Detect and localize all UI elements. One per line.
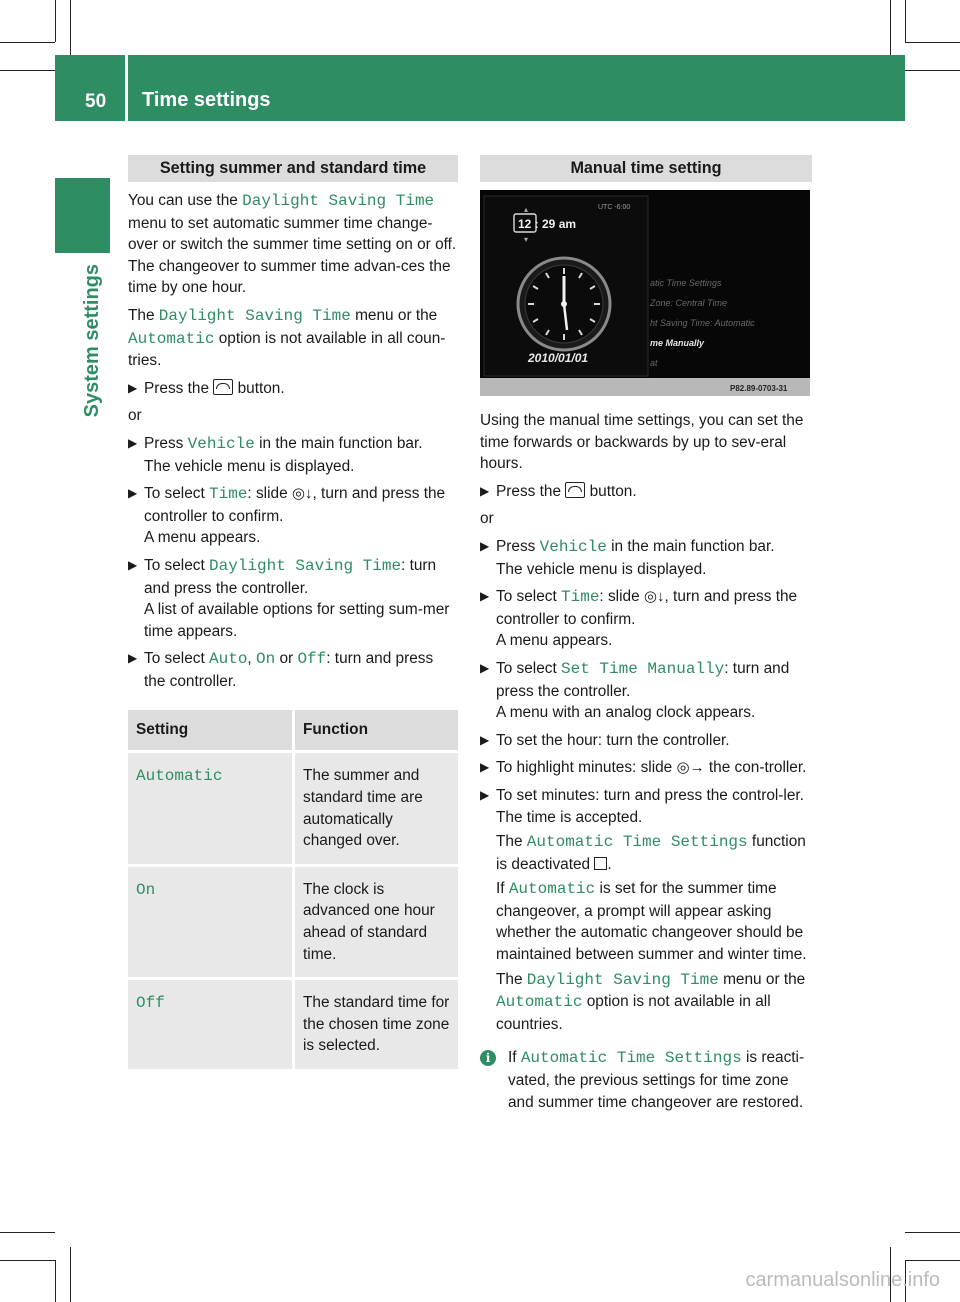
time-readout: 12 : 29 am (518, 217, 577, 231)
step-arrow-icon: ▶ (480, 538, 490, 553)
table-header-row (128, 710, 458, 750)
vehicle-button-icon (565, 482, 585, 498)
clock-screen-photo (480, 190, 810, 396)
hour-up-arrow-icon: ▴ (524, 205, 529, 214)
header-divider (125, 55, 128, 121)
step-set-hour: ▶ To set the hour: turn the controller. (480, 730, 812, 752)
step-select-dst: ▶ To select Daylight Saving Time: turn and press the controller. A list of available options for setting sum-mer time appears. (128, 556, 450, 640)
crop-mark (70, 0, 71, 55)
table-header: Function (295, 710, 458, 750)
section-heading-manual-time: Manual time setting (480, 155, 812, 182)
step-arrow-icon: ▶ (480, 660, 490, 675)
table-cell-setting: Off (128, 977, 295, 1069)
crop-mark (55, 1260, 56, 1302)
page-number: 50 (85, 91, 107, 112)
table-row (128, 750, 458, 863)
step-select-time: ▶ To select Time: slide ◎↓, turn and press the controller to confirm. A menu appears. (128, 485, 446, 547)
step-arrow-icon: ▶ (480, 732, 490, 747)
menu-item: Zone: Central Time (650, 298, 727, 308)
crop-mark (905, 70, 960, 71)
section-heading-summer-time: Setting summer and standard time (128, 155, 458, 182)
step-select-option: ▶ To select Auto, On or Off: turn and press the controller. (128, 650, 434, 690)
info-note: i If Automatic Time Settings is reacti-vated, the previous settings for time zone and summer time changeover are restored. (480, 1047, 812, 1113)
controller-slide-right-icon: ◎→ (676, 759, 705, 777)
crop-mark (0, 42, 55, 43)
controller-slide-down-icon: ◎↓ (291, 485, 313, 503)
table-cell-setting: On (128, 864, 295, 977)
step-arrow-icon: ▶ (128, 435, 138, 450)
crop-mark (0, 70, 55, 71)
step-arrow-icon: ▶ (480, 787, 490, 802)
step-set-minutes: ▶ To set minutes: turn and press the control-ler. The time is accepted. The Automatic Time Settings function is deactivated . If Automatic is set for the summer time changeover, a prompt will appear asking whether the automatic changeover should be maintained between summer and winter time. The Daylight Saving Time menu or the Automatic option is not available in all countries. (480, 786, 807, 1033)
table-row (128, 977, 458, 1069)
settings-table (128, 710, 458, 1069)
side-tab-block (55, 178, 110, 253)
image-reference: P82.89-0703-31 (730, 384, 788, 393)
watermark: carmanualsonline.info (745, 1269, 940, 1291)
step-arrow-icon: ▶ (128, 486, 138, 501)
table-cell-function: The standard time for the chosen time zone is selected. (295, 977, 458, 1069)
table-header: Setting (128, 710, 295, 750)
table-row (128, 864, 458, 977)
crop-mark (905, 0, 906, 42)
step-select-set-manually: ▶ To select Set Time Manually: turn and press the controller. A menu with an analog clock appears. (480, 659, 790, 722)
step-arrow-icon: ▶ (480, 760, 490, 775)
step-press-button: ▶ Press the button. (480, 481, 812, 503)
clock-screen-graphic (480, 190, 810, 396)
crop-mark (0, 1232, 55, 1233)
crop-mark (890, 0, 891, 55)
hour-down-arrow-icon: ▾ (524, 235, 529, 244)
crop-mark (905, 42, 960, 43)
menu-item-selected: me Manually (650, 338, 705, 348)
table-cell-function: The clock is advanced one hour ahead of standard time. (295, 864, 458, 977)
or-label: or (128, 407, 142, 425)
availability-note: The Daylight Saving Time menu or the Automatic option is not available in all coun-tries. (128, 306, 446, 370)
table-cell-setting: Automatic (128, 750, 295, 863)
step-arrow-icon: ▶ (480, 589, 490, 604)
step-press-vehicle: ▶ Press Vehicle in the main function bar. The vehicle menu is displayed. (480, 537, 775, 578)
right-column (480, 155, 812, 1113)
crop-mark (70, 1247, 71, 1302)
menu-item: at (650, 358, 658, 368)
info-icon: i (480, 1050, 496, 1066)
vehicle-button-icon (213, 379, 233, 395)
intro-paragraph: You can use the Daylight Saving Time menu to set automatic summer time change-over or switch the summer time setting on or off. The changeover to summer time advan-ces the time by one hour. (128, 192, 457, 297)
controller-slide-down-icon: ◎↓ (643, 588, 665, 606)
step-arrow-icon: ▶ (128, 380, 138, 395)
checkbox-unchecked-icon (594, 857, 607, 870)
intro-paragraph: Using the manual time settings, you can set the time forwards or backwards by up to sev-eral hours. (480, 412, 804, 473)
date-readout: 2010/01/01 (528, 351, 589, 365)
step-press-vehicle: ▶ Press Vehicle in the main function bar. The vehicle menu is displayed. (128, 434, 423, 475)
step-select-time: ▶ To select Time: slide ◎↓, turn and press the controller to confirm. A menu appears. (480, 588, 798, 650)
menu-item: ht Saving Time: Automatic (650, 318, 755, 328)
crop-mark (905, 1232, 960, 1233)
side-tab-label: System settings (81, 264, 103, 418)
step-arrow-icon: ▶ (128, 557, 138, 572)
crop-mark (55, 0, 56, 42)
crop-mark (905, 1260, 960, 1261)
menu-item: atic Time Settings (650, 278, 722, 288)
step-arrow-icon: ▶ (480, 483, 490, 498)
step-highlight-minutes: ▶ To highlight minutes: slide ◎→ the con-troller. (480, 757, 812, 779)
utc-label: UTC -6:00 (598, 204, 631, 211)
left-column (128, 155, 458, 1069)
step-press-button: ▶ Press the button. (128, 378, 458, 400)
or-label: or (480, 510, 494, 528)
table-cell-function: The summer and standard time are automatically changed over. (295, 750, 458, 863)
crop-mark (0, 1260, 55, 1261)
step-arrow-icon: ▶ (128, 651, 138, 666)
page-title: Time settings (142, 89, 271, 111)
